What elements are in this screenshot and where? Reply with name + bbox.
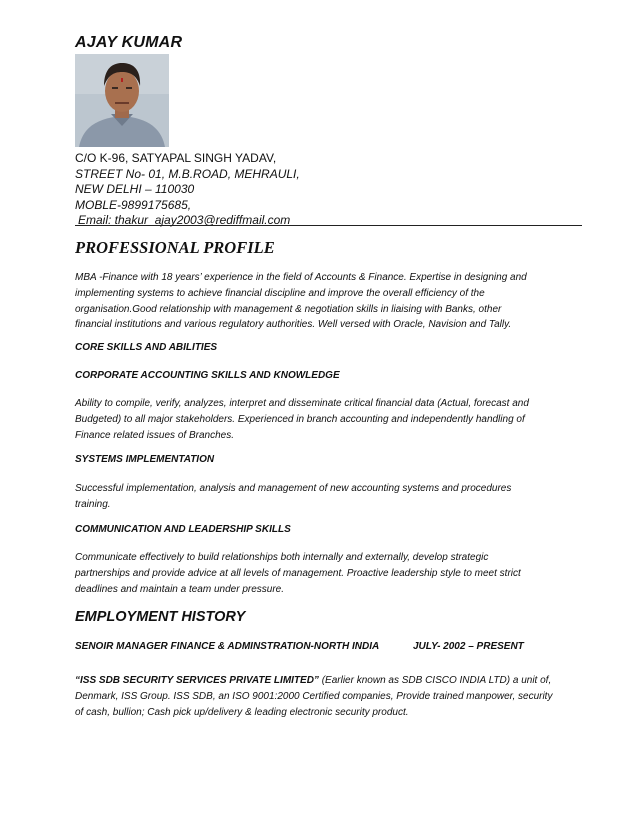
- corporate-line: Ability to compile, verify, analyzes, interpret and disseminate critical financial data (Actual, forecast and: [75, 398, 529, 409]
- professional-profile-title: PROFESSIONAL PROFILE: [75, 238, 275, 257]
- contact-block: [75, 151, 300, 229]
- systems-line: training.: [75, 498, 111, 510]
- employment-position-row: [75, 641, 524, 652]
- mobile-line: MOBLE-9899175685,: [75, 197, 192, 212]
- corporate-accounting-paragraph: [75, 396, 575, 443]
- company-description: (Earlier known as SDB CISCO INDIA LTD) a unit of,: [318, 675, 552, 686]
- company-paragraph: [75, 673, 575, 720]
- communication-line: Communicate effectively to build relationships both internally and externally, develop strategic: [75, 552, 489, 563]
- systems-paragraph: [75, 481, 575, 513]
- address-line-2: STREET No- 01, M.B.ROAD, MEHRAULI,: [75, 166, 300, 181]
- systems-line: Successful implementation, analysis and management of new accounting systems and procedures: [75, 483, 512, 494]
- header-divider: [75, 225, 582, 226]
- profile-photo: [75, 54, 169, 147]
- communication-line: partnerships and provide advice at all levels of management. Proactive leadership style to meet strict: [75, 567, 521, 579]
- communication-paragraph: [75, 550, 575, 597]
- company-name: “ISS SDB SECURITY SERVICES PRIVATE LIMITED”: [75, 675, 319, 686]
- employment-period: JULY- 2002 – PRESENT: [413, 641, 524, 652]
- candidate-name: AJAY KUMAR: [75, 34, 183, 51]
- profile-photo-icon: [75, 54, 169, 147]
- profile-line: organisation.Good relationship with management & negotiation skills in liaising with Banks, other: [75, 303, 502, 315]
- employment-history-title: EMPLOYMENT HISTORY: [75, 609, 246, 625]
- corporate-accounting-heading: CORPORATE ACCOUNTING SKILLS AND KNOWLEDGE: [75, 370, 340, 381]
- corporate-line: Budgeted) to all major stakeholders. Experienced in branch accounting and independently handling of: [75, 413, 525, 425]
- profile-line: MBA -Finance with 18 years’ experience in the field of Accounts & Finance. Expertise in designing and: [75, 272, 527, 283]
- company-line: Denmark, ISS Group. ISS SDB, an ISO 9001:2000 Certified companies, Provide trained manpower, security: [75, 690, 553, 702]
- profile-paragraph: [75, 270, 575, 333]
- core-skills-heading: CORE SKILLS AND ABILITIES: [75, 342, 218, 353]
- corporate-line: Finance related issues of Branches.: [75, 429, 234, 441]
- communication-line: deadlines and maintain a team under pressure.: [75, 583, 285, 595]
- company-line: [75, 673, 575, 689]
- communication-heading: COMMUNICATION AND LEADERSHIP SKILLS: [75, 524, 291, 535]
- profile-line: implementing systems to achieve financial discipline and improve the overall efficiency of the: [75, 287, 485, 299]
- email-line: Email: thakur_ajay2003@rediffmail.com: [78, 213, 291, 227]
- profile-line: financial institutions and various regulatory authorities. Well versed with Oracle, Navision and Tally.: [75, 319, 512, 331]
- company-line: of cash, bullion; Cash pick up/delivery & leading electronic security product.: [75, 706, 409, 718]
- address-line-1: C/O K-96, SATYAPAL SINGH YADAV,: [75, 151, 277, 165]
- position-title: SENOIR MANAGER FINANCE & ADMINSTRATION-NORTH INDIA: [75, 641, 380, 652]
- address-line-3: NEW DELHI – 110030: [75, 182, 195, 196]
- systems-implementation-heading: SYSTEMS IMPLEMENTATION: [75, 454, 215, 465]
